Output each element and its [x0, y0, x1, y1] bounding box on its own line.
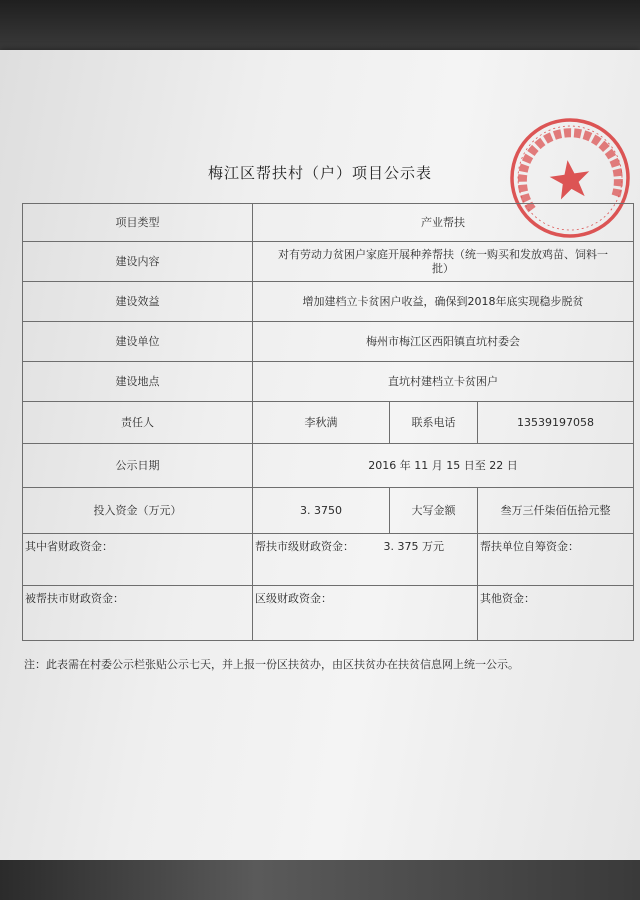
fund-helped-city-label: 被帮扶市财政资金： [25, 592, 124, 605]
fund-district-label: 区级财政资金： [255, 592, 332, 605]
label-publicity-date: 公示日期 [23, 444, 253, 488]
table-row [23, 444, 634, 488]
value-benefit: 增加建档立卡贫困户收益，确保到2018年底实现稳步脱贫 [253, 282, 634, 322]
top-dark-background [0, 0, 640, 52]
table-row [23, 362, 634, 402]
label-capital-amount: 大写金额 [390, 488, 478, 534]
value-project-type: 产业帮扶 [253, 204, 634, 242]
value-investment: 3. 3750 [253, 488, 390, 534]
fund-other-label: 其他资金： [480, 592, 535, 605]
label-location: 建设地点 [23, 362, 253, 402]
table-row [23, 282, 634, 322]
label-responsible: 责任人 [23, 402, 253, 444]
table-row [23, 242, 634, 282]
label-unit: 建设单位 [23, 322, 253, 362]
table-row [23, 322, 634, 362]
label-project-type: 项目类型 [23, 204, 253, 242]
value-content: 对有劳动力贫困户家庭开展种养帮扶（统一购买和发放鸡苗、饲料一批） [253, 242, 634, 282]
project-publicity-table [22, 203, 634, 641]
fund-city-value: 3. 375 万元 [383, 540, 444, 553]
table-row [23, 534, 634, 586]
value-capital-amount: 叁万三仟柒佰伍拾元整 [478, 488, 634, 534]
fund-provincial-label: 其中省财政资金： [25, 540, 113, 553]
fund-self-label: 帮扶单位自筹资金： [480, 540, 579, 553]
document-title: 梅江区帮扶村（户）项目公示表 [207, 164, 432, 182]
fund-provincial [23, 534, 253, 586]
fund-other [478, 586, 634, 641]
table-row [23, 204, 634, 242]
label-investment: 投入资金（万元） [23, 488, 253, 534]
value-phone: 13539197058 [478, 402, 634, 444]
fund-city [253, 534, 478, 586]
value-publicity-date: 2016 年 11 月 15 日至 22 日 [253, 444, 634, 488]
table-row [23, 402, 634, 444]
label-content: 建设内容 [23, 242, 253, 282]
table-row [23, 586, 634, 641]
footnote: 注：此表需在村委公示栏张贴公示七天，并上报一份区扶贫办，由区扶贫办在扶贫信息网上统一公示。 [24, 658, 519, 671]
label-benefit: 建设效益 [23, 282, 253, 322]
fund-self [478, 534, 634, 586]
label-phone: 联系电话 [390, 402, 478, 444]
value-responsible: 李秋满 [253, 402, 390, 444]
bottom-floor-background [0, 860, 640, 900]
value-location: 直坑村建档立卡贫困户 [253, 362, 634, 402]
fund-district [253, 586, 478, 641]
table-row [23, 488, 634, 534]
fund-city-label: 帮扶市级财政资金： [255, 540, 354, 553]
value-unit: 梅州市梅江区西阳镇直坑村委会 [253, 322, 634, 362]
fund-helped-city [23, 586, 253, 641]
